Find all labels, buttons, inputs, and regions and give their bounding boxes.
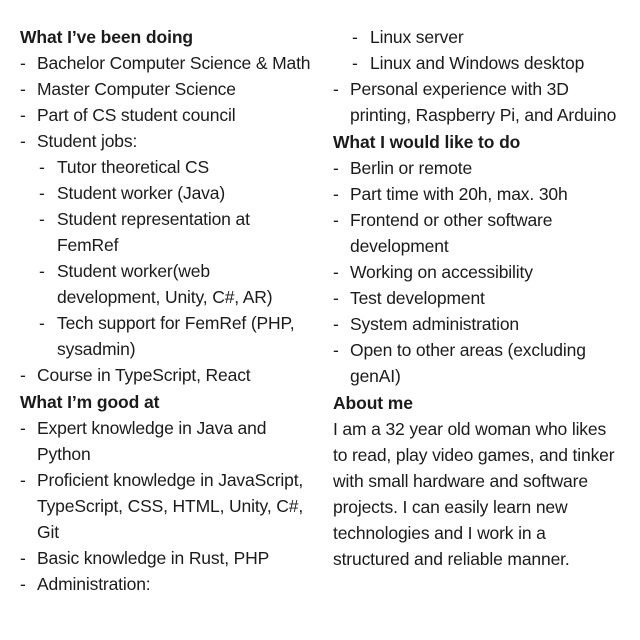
list-item-text: Tutor theoretical CS — [57, 157, 209, 177]
list-item — [20, 467, 312, 545]
bullet-dash-icon: - — [20, 131, 26, 151]
bullet-dash-icon: - — [333, 288, 339, 308]
bullet-dash-icon: - — [20, 79, 26, 99]
bullet-dash-icon: - — [333, 262, 339, 282]
list-item-text: Personal experience with 3D printing, Raspberry Pi, and Arduino — [350, 79, 617, 125]
list-item — [20, 50, 312, 76]
bullet-list — [20, 415, 312, 597]
list-item-text: Linux server — [370, 27, 464, 47]
bullet-list — [333, 24, 624, 128]
right-column — [320, 24, 630, 572]
bullet-dash-icon: - — [333, 340, 339, 360]
list-item — [333, 155, 624, 181]
section-heading: What I’ve been doing — [20, 27, 194, 47]
list-item-text: Test development — [350, 288, 485, 308]
list-item — [20, 128, 312, 154]
bullet-dash-icon: - — [333, 184, 339, 204]
about-me-paragraph: I am a 32 year old woman who likes to read, play video games, and tinker with small hardware and software projects. I can easily learn new technologies and I work in a structured and reliable manner. — [333, 419, 615, 569]
section-heading: About me — [333, 393, 413, 413]
bullet-dash-icon: - — [39, 157, 45, 177]
list-item — [333, 181, 624, 207]
list-item-text: Basic knowledge in Rust, PHP — [37, 548, 270, 568]
list-item-text: Part of CS student council — [37, 105, 236, 125]
list-item-text: Working on accessibility — [350, 262, 533, 282]
bullet-dash-icon: - — [39, 209, 45, 229]
list-item — [20, 102, 312, 128]
list-item-text: Student worker(web development, Unity, C#, AR) — [57, 261, 273, 307]
list-item — [20, 258, 312, 310]
bullet-dash-icon: - — [333, 210, 339, 230]
bullet-list — [333, 155, 624, 389]
list-item — [333, 259, 624, 285]
bullet-dash-icon: - — [20, 470, 26, 490]
bullet-dash-icon: - — [20, 365, 26, 385]
list-item — [20, 571, 312, 597]
list-item-text: Master Computer Science — [37, 79, 236, 99]
list-item — [333, 76, 624, 128]
list-item-text: System administration — [350, 314, 519, 334]
bullet-dash-icon: - — [333, 158, 339, 178]
section — [333, 390, 624, 572]
list-item — [20, 180, 312, 206]
bullet-dash-icon: - — [333, 314, 339, 334]
list-item-text: Berlin or remote — [350, 158, 473, 178]
bullet-dash-icon: - — [352, 27, 358, 47]
list-item — [333, 337, 624, 389]
left-column — [10, 24, 320, 597]
list-item-text: Student worker (Java) — [57, 183, 226, 203]
list-item-text: Student representation at FemRef — [57, 209, 250, 255]
section-heading: What I would like to do — [333, 132, 521, 152]
section-heading: What I’m good at — [20, 392, 160, 412]
list-item-text: Administration: — [37, 574, 151, 594]
list-item — [333, 285, 624, 311]
section — [20, 24, 312, 388]
list-item-text: Part time with 20h, max. 30h — [350, 184, 568, 204]
bullet-list — [20, 50, 312, 388]
list-item-text: Tech support for FemRef (PHP, sysadmin) — [57, 313, 295, 359]
list-item — [333, 311, 624, 337]
list-item — [20, 545, 312, 571]
list-item-text: Proficient knowledge in JavaScript, TypeScript, CSS, HTML, Unity, C#, Git — [37, 470, 304, 542]
list-item — [20, 310, 312, 362]
section — [20, 389, 312, 597]
list-item-text: Course in TypeScript, React — [37, 365, 251, 385]
section — [333, 129, 624, 389]
bullet-dash-icon: - — [39, 313, 45, 333]
list-item-text: Student jobs: — [37, 131, 138, 151]
list-item-text: Bachelor Computer Science & Math — [37, 53, 311, 73]
section — [333, 24, 624, 128]
bullet-dash-icon: - — [20, 418, 26, 438]
bullet-dash-icon: - — [20, 105, 26, 125]
list-item — [333, 207, 624, 259]
list-item-text: Open to other areas (excluding genAI) — [350, 340, 586, 386]
list-item — [20, 415, 312, 467]
list-item-text: Frontend or other software development — [350, 210, 553, 256]
list-item — [333, 24, 624, 50]
bullet-dash-icon: - — [20, 548, 26, 568]
bullet-dash-icon: - — [39, 183, 45, 203]
list-item — [20, 154, 312, 180]
list-item — [333, 50, 624, 76]
bullet-dash-icon: - — [39, 261, 45, 281]
list-item — [20, 76, 312, 102]
list-item — [20, 206, 312, 258]
bullet-dash-icon: - — [20, 574, 26, 594]
bullet-dash-icon: - — [20, 53, 26, 73]
bullet-dash-icon: - — [333, 79, 339, 99]
list-item — [20, 362, 312, 388]
bullet-dash-icon: - — [352, 53, 358, 73]
list-item-text: Expert knowledge in Java and Python — [37, 418, 267, 464]
list-item-text: Linux and Windows desktop — [370, 53, 585, 73]
